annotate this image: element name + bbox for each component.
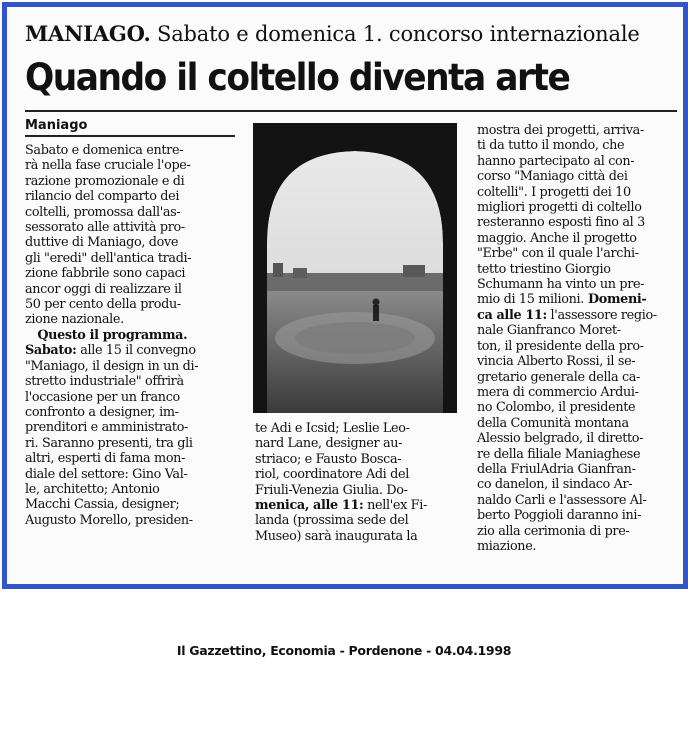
text-line xyxy=(25,235,198,250)
text-line xyxy=(477,200,657,215)
body-text: razione promozionale e di xyxy=(25,173,185,189)
body-text: gretario generale della ca- xyxy=(477,369,641,385)
body-text: nale Gianfranco Moret- xyxy=(477,323,621,339)
body-text: l'assessore regio- xyxy=(546,307,657,323)
body-text: mostra dei progetti, arriva- xyxy=(477,123,644,138)
body-text: nard Lane, designer au- xyxy=(255,436,403,452)
body-text: striaco; e Fausto Bosca- xyxy=(255,451,402,467)
bold-text: ca alle 11: xyxy=(477,307,547,323)
body-text: miazione. xyxy=(477,538,537,554)
body-text: Schumann ha vinto un pre- xyxy=(477,277,645,293)
text-line xyxy=(477,231,657,246)
text-line xyxy=(25,205,198,220)
body-text: hanno partecipato al con- xyxy=(477,153,635,169)
text-line xyxy=(477,138,657,153)
body-text: della FriulAdria Gianfran- xyxy=(477,461,636,477)
body-text: nell'ex Fi- xyxy=(363,498,427,514)
kicker-place: MANIAGO. xyxy=(25,21,151,46)
text-line xyxy=(25,497,198,512)
body-text: vincia Alberto Rossi, il se- xyxy=(477,354,636,370)
body-text: migliori progetti di coltello xyxy=(477,200,642,216)
body-text: corso "Maniago città dei xyxy=(477,169,628,185)
body-text: l'occasione per un franco xyxy=(25,389,180,405)
text-line xyxy=(477,447,657,462)
body-text: tetto triestino Giorgio xyxy=(477,261,611,277)
text-line xyxy=(477,431,657,446)
text-line xyxy=(25,143,198,158)
body-text: Museo) sarà inaugurata la xyxy=(255,528,418,544)
body-text: rà nella fase cruciale l'ope- xyxy=(25,158,191,174)
body-text: ti da tutto il mondo, che xyxy=(477,138,625,154)
body-text: Friuli-Venezia Giulia. Do- xyxy=(255,482,408,498)
text-line xyxy=(477,493,657,508)
body-text: altri, esperti di fama mon- xyxy=(25,451,186,467)
body-text: Alessio belgrado, il diretto- xyxy=(477,431,644,447)
body-text: re della filiale Maniaghese xyxy=(477,446,641,462)
text-line xyxy=(477,524,657,539)
bold-text: Domeni- xyxy=(583,292,647,308)
text-line xyxy=(255,483,427,498)
text-line xyxy=(25,374,198,389)
article-column-1 xyxy=(25,143,198,528)
text-line xyxy=(25,436,198,451)
text-line xyxy=(25,359,198,374)
text-line xyxy=(477,292,657,307)
body-text: Macchi Cassia, designer; xyxy=(25,497,180,513)
body-text: alle 15 il convegno xyxy=(76,343,196,359)
text-line xyxy=(25,390,198,405)
text-line xyxy=(255,452,427,467)
text-line xyxy=(477,416,657,431)
text-line xyxy=(25,451,198,466)
article-column-3 xyxy=(477,123,657,554)
text-line xyxy=(25,158,198,173)
text-line xyxy=(477,123,657,138)
body-text: sessorato alle attività pro- xyxy=(25,220,185,236)
text-line xyxy=(25,513,198,528)
bold-text: menica, alle 11: xyxy=(255,498,364,514)
headline-rule xyxy=(25,110,677,112)
body-text: zione nazionale. xyxy=(25,312,124,328)
body-text: "Erbe" con il quale l'archi- xyxy=(477,246,639,262)
text-line xyxy=(477,169,657,184)
text-line xyxy=(25,405,198,420)
text-line xyxy=(255,498,427,513)
text-line xyxy=(25,467,198,482)
text-line xyxy=(25,251,198,266)
body-text: le, architetto; Antonio xyxy=(25,481,160,497)
text-line xyxy=(25,328,198,343)
text-line xyxy=(477,246,657,261)
text-line xyxy=(477,215,657,230)
body-text: 50 per cento della produ- xyxy=(25,297,181,313)
text-line xyxy=(477,462,657,477)
text-line xyxy=(25,189,198,204)
text-line xyxy=(477,308,657,323)
text-line xyxy=(477,185,657,200)
kicker xyxy=(25,21,640,46)
archway-photo-icon xyxy=(253,123,457,413)
text-line xyxy=(477,477,657,492)
body-text: landa (prossima sede del xyxy=(255,513,409,529)
text-line xyxy=(255,421,427,436)
text-line xyxy=(25,343,198,358)
text-line xyxy=(255,467,427,482)
body-text: riol, coordinatore Adi del xyxy=(255,467,409,483)
bold-text: Questo il programma. xyxy=(25,327,188,343)
newspaper-clipping xyxy=(2,2,688,589)
body-text: ton, il presidente della pro- xyxy=(477,338,644,354)
text-line xyxy=(255,436,427,451)
text-line xyxy=(477,339,657,354)
body-text: co danelon, il sindaco Ar- xyxy=(477,477,633,493)
text-line xyxy=(255,513,427,528)
body-text: naldo Carli e l'assessore Al- xyxy=(477,492,647,508)
text-line xyxy=(477,508,657,523)
body-text: rilancio del comparto dei xyxy=(25,189,180,205)
text-line xyxy=(25,312,198,327)
bold-text: Sabato: xyxy=(25,343,77,359)
body-text: Sabato e domenica entre- xyxy=(25,143,184,158)
kicker-text: Sabato e domenica 1. concorso internazionale xyxy=(150,22,640,46)
text-line xyxy=(25,266,198,281)
body-text: ri. Saranno presenti, tra gli xyxy=(25,435,193,451)
text-line xyxy=(477,400,657,415)
text-line xyxy=(25,482,198,497)
body-text: prenditori e amministrato- xyxy=(25,420,189,436)
text-line xyxy=(477,262,657,277)
body-text: mio di 15 milioni. xyxy=(477,292,584,308)
body-text: Augusto Morello, presiden- xyxy=(25,512,193,528)
body-text: confronto a designer, im- xyxy=(25,404,179,420)
body-text: resteranno esposti fino al 3 xyxy=(477,215,645,231)
text-line xyxy=(477,539,657,554)
body-text: duttive di Maniago, dove xyxy=(25,235,179,251)
body-text: della Comunità montana xyxy=(477,415,629,431)
body-text: "Maniago, il design in un di- xyxy=(25,358,199,374)
byline: Maniago xyxy=(25,118,88,133)
text-line xyxy=(477,154,657,169)
article-photo xyxy=(253,123,457,413)
body-text: diale del settore: Gino Val- xyxy=(25,466,188,482)
text-line xyxy=(25,220,198,235)
text-line xyxy=(255,529,427,544)
body-text: ancor oggi di realizzare il xyxy=(25,281,182,297)
text-line xyxy=(477,354,657,369)
body-text: mera di commercio Ardui- xyxy=(477,384,639,400)
body-text: coltelli, promossa dall'as- xyxy=(25,204,181,220)
article-column-2 xyxy=(255,421,427,544)
text-line xyxy=(477,323,657,338)
body-text: zio alla cerimonia di pre- xyxy=(477,523,630,539)
body-text: zione fabbrile sono capaci xyxy=(25,266,186,282)
text-line xyxy=(25,174,198,189)
text-line xyxy=(25,420,198,435)
body-text: coltelli". I progetti dei 10 xyxy=(477,184,631,200)
body-text: stretto industriale" offrirà xyxy=(25,374,184,390)
body-text: no Colombo, il presidente xyxy=(477,400,636,416)
text-line xyxy=(25,297,198,312)
text-line xyxy=(477,277,657,292)
text-line xyxy=(477,370,657,385)
source-caption: Il Gazzettino, Economia - Pordenone - 04.04.1998 xyxy=(176,643,512,658)
byline-rule xyxy=(25,135,235,137)
body-text: maggio. Anche il progetto xyxy=(477,230,637,246)
body-text: gli "eredi" dell'antica tradi- xyxy=(25,250,192,266)
headline: Quando il coltello diventa arte xyxy=(25,56,570,99)
body-text: berto Poggioli daranno ini- xyxy=(477,508,642,524)
text-line xyxy=(25,282,198,297)
text-line xyxy=(477,385,657,400)
body-text: te Adi e Icsid; Leslie Leo- xyxy=(255,421,410,436)
